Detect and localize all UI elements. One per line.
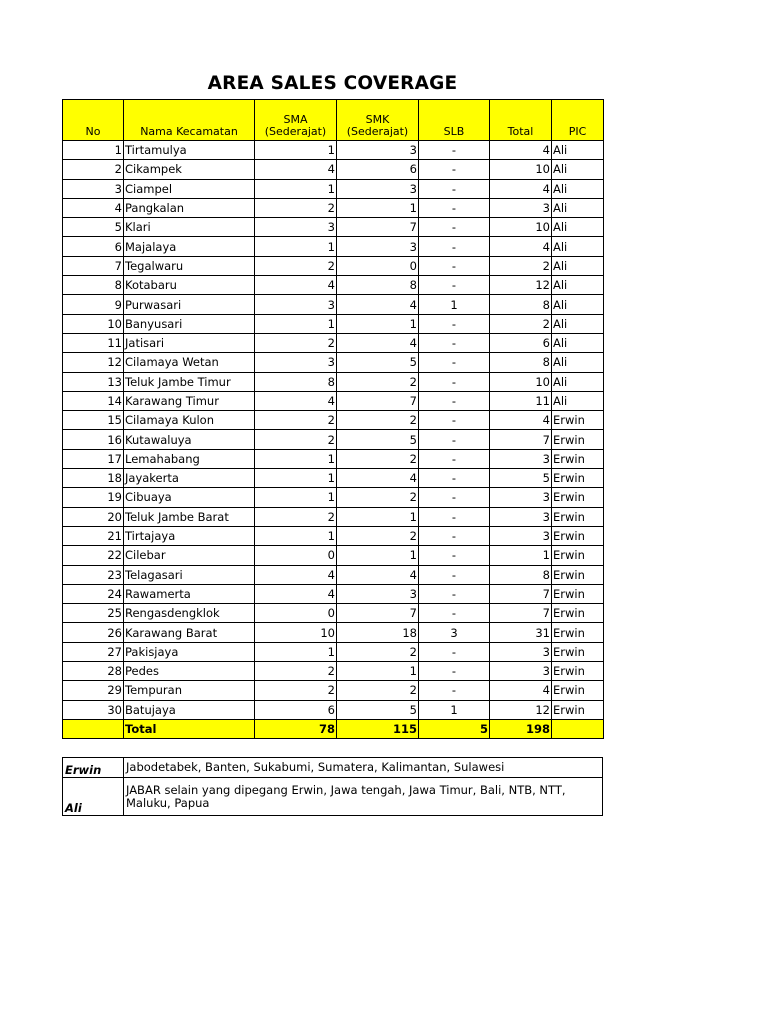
- row-total: 2: [490, 256, 552, 275]
- row-smk: 3: [337, 141, 419, 160]
- row-smk: 4: [337, 295, 419, 314]
- row-total: 4: [490, 179, 552, 198]
- row-total: 3: [490, 488, 552, 507]
- row-total: 10: [490, 218, 552, 237]
- row-slb: -: [419, 411, 490, 430]
- row-sma: 6: [255, 700, 337, 719]
- row-pic: Ali: [552, 333, 604, 352]
- row-slb: -: [419, 198, 490, 217]
- row-slb: -: [419, 604, 490, 623]
- row-total: 6: [490, 333, 552, 352]
- header-kecamatan: Nama Kecamatan: [124, 100, 255, 141]
- table-row: [63, 391, 604, 410]
- row-no: 21: [63, 526, 124, 545]
- row-total: 7: [490, 584, 552, 603]
- row-sma: 2: [255, 411, 337, 430]
- row-total: 4: [490, 411, 552, 430]
- row-total: 10: [490, 160, 552, 179]
- row-total: 7: [490, 604, 552, 623]
- coverage-table: [62, 99, 604, 739]
- row-no: 15: [63, 411, 124, 430]
- row-smk: 7: [337, 391, 419, 410]
- row-kecamatan: Pakisjaya: [124, 642, 255, 661]
- row-slb: -: [419, 642, 490, 661]
- row-slb: 1: [419, 295, 490, 314]
- row-smk: 8: [337, 276, 419, 295]
- row-kecamatan: Karawang Barat: [124, 623, 255, 642]
- row-smk: 3: [337, 179, 419, 198]
- row-sma: 2: [255, 198, 337, 217]
- row-slb: -: [419, 469, 490, 488]
- row-kecamatan: Kutawaluya: [124, 430, 255, 449]
- row-no: 3: [63, 179, 124, 198]
- row-slb: -: [419, 565, 490, 584]
- row-kecamatan: Telagasari: [124, 565, 255, 584]
- row-no: 28: [63, 662, 124, 681]
- row-slb: -: [419, 276, 490, 295]
- row-smk: 5: [337, 700, 419, 719]
- row-no: 23: [63, 565, 124, 584]
- row-no: 7: [63, 256, 124, 275]
- row-kecamatan: Pedes: [124, 662, 255, 681]
- row-sma: 4: [255, 584, 337, 603]
- pic-name: Erwin: [63, 758, 124, 778]
- row-slb: -: [419, 218, 490, 237]
- header-smk-line1: SMK: [365, 113, 390, 126]
- row-smk: 2: [337, 488, 419, 507]
- row-total: 4: [490, 237, 552, 256]
- table-row: [63, 642, 604, 661]
- row-pic: Erwin: [552, 411, 604, 430]
- table-row: [63, 507, 604, 526]
- row-sma: 1: [255, 237, 337, 256]
- row-kecamatan: Rengasdengklok: [124, 604, 255, 623]
- row-total: 7: [490, 430, 552, 449]
- row-smk: 2: [337, 681, 419, 700]
- row-pic: Ali: [552, 141, 604, 160]
- row-smk: 2: [337, 411, 419, 430]
- row-total: 5: [490, 469, 552, 488]
- row-pic: Ali: [552, 314, 604, 333]
- table-row: [63, 372, 604, 391]
- row-smk: 0: [337, 256, 419, 275]
- row-total: 4: [490, 141, 552, 160]
- row-total: 3: [490, 642, 552, 661]
- header-smk-line2: (Sederajat): [346, 125, 409, 138]
- row-kecamatan: Cikampek: [124, 160, 255, 179]
- row-sma: 2: [255, 256, 337, 275]
- row-pic: Ali: [552, 276, 604, 295]
- row-total: 8: [490, 353, 552, 372]
- table-row: [63, 218, 604, 237]
- total-sma: 78: [255, 719, 337, 738]
- row-sma: 1: [255, 179, 337, 198]
- row-kecamatan: Purwasari: [124, 295, 255, 314]
- table-row: [63, 546, 604, 565]
- row-pic: Erwin: [552, 430, 604, 449]
- row-sma: 4: [255, 565, 337, 584]
- row-kecamatan: Rawamerta: [124, 584, 255, 603]
- row-no: 18: [63, 469, 124, 488]
- row-pic: Ali: [552, 179, 604, 198]
- row-total: 8: [490, 295, 552, 314]
- row-kecamatan: Lemahabang: [124, 449, 255, 468]
- table-row: [63, 179, 604, 198]
- table-row: [63, 700, 604, 719]
- row-kecamatan: Cilamaya Wetan: [124, 353, 255, 372]
- row-smk: 5: [337, 353, 419, 372]
- table-row: [63, 662, 604, 681]
- row-pic: Ali: [552, 391, 604, 410]
- row-sma: 1: [255, 488, 337, 507]
- table-row: [63, 469, 604, 488]
- row-sma: 3: [255, 218, 337, 237]
- row-no: 9: [63, 295, 124, 314]
- row-kecamatan: Klari: [124, 218, 255, 237]
- row-slb: -: [419, 314, 490, 333]
- row-total: 3: [490, 449, 552, 468]
- row-no: 30: [63, 700, 124, 719]
- row-pic: Erwin: [552, 681, 604, 700]
- row-pic: Erwin: [552, 584, 604, 603]
- row-pic: Erwin: [552, 526, 604, 545]
- row-kecamatan: Cibuaya: [124, 488, 255, 507]
- row-sma: 3: [255, 295, 337, 314]
- table-row: [63, 256, 604, 275]
- row-sma: 2: [255, 333, 337, 352]
- row-slb: -: [419, 488, 490, 507]
- row-no: 13: [63, 372, 124, 391]
- row-sma: 2: [255, 662, 337, 681]
- row-slb: -: [419, 333, 490, 352]
- row-smk: 1: [337, 507, 419, 526]
- row-kecamatan: Tirtajaya: [124, 526, 255, 545]
- row-pic: Ali: [552, 353, 604, 372]
- pic-area-table: [62, 757, 603, 816]
- row-kecamatan: Cilamaya Kulon: [124, 411, 255, 430]
- row-no: 8: [63, 276, 124, 295]
- header-sma-line2: (Sederajat): [264, 125, 327, 138]
- row-kecamatan: Cilebar: [124, 546, 255, 565]
- row-kecamatan: Tegalwaru: [124, 256, 255, 275]
- row-sma: 10: [255, 623, 337, 642]
- row-sma: 4: [255, 160, 337, 179]
- row-pic: Ali: [552, 237, 604, 256]
- row-no: 20: [63, 507, 124, 526]
- row-no: 16: [63, 430, 124, 449]
- row-sma: 4: [255, 391, 337, 410]
- row-total: 10: [490, 372, 552, 391]
- row-pic: Erwin: [552, 623, 604, 642]
- row-slb: -: [419, 546, 490, 565]
- row-smk: 3: [337, 237, 419, 256]
- row-total: 31: [490, 623, 552, 642]
- total-row: [63, 719, 604, 738]
- table-row: [63, 430, 604, 449]
- row-no: 5: [63, 218, 124, 237]
- row-pic: Ali: [552, 218, 604, 237]
- row-no: 17: [63, 449, 124, 468]
- row-kecamatan: Batujaya: [124, 700, 255, 719]
- total-no-cell: [63, 719, 124, 738]
- table-row: [63, 411, 604, 430]
- row-pic: Ali: [552, 256, 604, 275]
- row-slb: -: [419, 353, 490, 372]
- row-slb: 3: [419, 623, 490, 642]
- row-smk: 1: [337, 546, 419, 565]
- total-pic-cell: [552, 719, 604, 738]
- row-smk: 2: [337, 372, 419, 391]
- header-sma-line1: SMA: [283, 113, 308, 126]
- header-pic: PIC: [552, 100, 604, 141]
- row-slb: -: [419, 449, 490, 468]
- table-row: [63, 604, 604, 623]
- row-total: 3: [490, 662, 552, 681]
- row-total: 12: [490, 276, 552, 295]
- row-no: 24: [63, 584, 124, 603]
- header-row: [63, 100, 604, 141]
- table-row: [63, 276, 604, 295]
- table-row: [63, 198, 604, 217]
- table-row: [63, 353, 604, 372]
- header-smk: [337, 100, 419, 141]
- total-slb: 5: [419, 719, 490, 738]
- pic-row: [63, 778, 603, 816]
- row-kecamatan: Banyusari: [124, 314, 255, 333]
- row-smk: 3: [337, 584, 419, 603]
- row-pic: Erwin: [552, 488, 604, 507]
- row-no: 27: [63, 642, 124, 661]
- row-slb: 1: [419, 700, 490, 719]
- table-row: [63, 314, 604, 333]
- row-kecamatan: Jayakerta: [124, 469, 255, 488]
- row-smk: 4: [337, 565, 419, 584]
- row-smk: 6: [337, 160, 419, 179]
- row-kecamatan: Kotabaru: [124, 276, 255, 295]
- row-pic: Erwin: [552, 642, 604, 661]
- row-pic: Erwin: [552, 604, 604, 623]
- header-slb: SLB: [419, 100, 490, 141]
- row-kecamatan: Karawang Timur: [124, 391, 255, 410]
- row-smk: 2: [337, 449, 419, 468]
- row-no: 19: [63, 488, 124, 507]
- row-sma: 2: [255, 681, 337, 700]
- row-kecamatan: Teluk Jambe Timur: [124, 372, 255, 391]
- row-smk: 1: [337, 314, 419, 333]
- row-no: 10: [63, 314, 124, 333]
- row-slb: -: [419, 681, 490, 700]
- row-pic: Erwin: [552, 469, 604, 488]
- table-row: [63, 160, 604, 179]
- table-row: [63, 488, 604, 507]
- row-no: 12: [63, 353, 124, 372]
- row-total: 3: [490, 526, 552, 545]
- row-no: 1: [63, 141, 124, 160]
- row-no: 11: [63, 333, 124, 352]
- row-no: 25: [63, 604, 124, 623]
- row-sma: 1: [255, 449, 337, 468]
- table-body: [63, 141, 604, 720]
- row-sma: 1: [255, 642, 337, 661]
- row-slb: -: [419, 256, 490, 275]
- row-sma: 2: [255, 507, 337, 526]
- row-total: 11: [490, 391, 552, 410]
- row-slb: -: [419, 391, 490, 410]
- row-slb: -: [419, 237, 490, 256]
- pic-area: JABAR selain yang dipegang Erwin, Jawa tengah, Jawa Timur, Bali, NTB, NTT, Maluku, Papua: [124, 778, 603, 816]
- header-total: Total: [490, 100, 552, 141]
- row-smk: 4: [337, 469, 419, 488]
- row-total: 4: [490, 681, 552, 700]
- row-sma: 3: [255, 353, 337, 372]
- row-sma: 0: [255, 546, 337, 565]
- row-sma: 1: [255, 141, 337, 160]
- row-total: 8: [490, 565, 552, 584]
- row-no: 26: [63, 623, 124, 642]
- row-pic: Erwin: [552, 700, 604, 719]
- row-smk: 1: [337, 662, 419, 681]
- row-pic: Erwin: [552, 507, 604, 526]
- row-no: 29: [63, 681, 124, 700]
- row-smk: 7: [337, 218, 419, 237]
- row-kecamatan: Jatisari: [124, 333, 255, 352]
- page-title: AREA SALES COVERAGE: [207, 73, 458, 94]
- row-slb: -: [419, 430, 490, 449]
- row-total: 3: [490, 507, 552, 526]
- row-slb: -: [419, 160, 490, 179]
- row-pic: Erwin: [552, 565, 604, 584]
- row-smk: 2: [337, 526, 419, 545]
- row-kecamatan: Ciampel: [124, 179, 255, 198]
- table-row: [63, 584, 604, 603]
- header-sma: [255, 100, 337, 141]
- row-slb: -: [419, 372, 490, 391]
- row-sma: 1: [255, 526, 337, 545]
- table-row: [63, 141, 604, 160]
- row-sma: 8: [255, 372, 337, 391]
- row-kecamatan: Pangkalan: [124, 198, 255, 217]
- total-total: 198: [490, 719, 552, 738]
- row-pic: Ali: [552, 160, 604, 179]
- row-smk: 4: [337, 333, 419, 352]
- table-row: [63, 237, 604, 256]
- row-slb: -: [419, 662, 490, 681]
- table-row: [63, 526, 604, 545]
- row-smk: 18: [337, 623, 419, 642]
- row-slb: -: [419, 507, 490, 526]
- table-row: [63, 681, 604, 700]
- row-sma: 4: [255, 276, 337, 295]
- row-kecamatan: Majalaya: [124, 237, 255, 256]
- pic-area: Jabodetabek, Banten, Sukabumi, Sumatera, Kalimantan, Sulawesi: [124, 758, 603, 778]
- total-label: Total: [124, 719, 255, 738]
- pic-row: [63, 758, 603, 778]
- row-kecamatan: Tirtamulya: [124, 141, 255, 160]
- row-sma: 2: [255, 430, 337, 449]
- row-no: 2: [63, 160, 124, 179]
- row-smk: 7: [337, 604, 419, 623]
- row-total: 1: [490, 546, 552, 565]
- row-no: 14: [63, 391, 124, 410]
- total-smk: 115: [337, 719, 419, 738]
- row-sma: 1: [255, 314, 337, 333]
- row-kecamatan: Teluk Jambe Barat: [124, 507, 255, 526]
- row-pic: Erwin: [552, 449, 604, 468]
- row-no: 4: [63, 198, 124, 217]
- row-smk: 1: [337, 198, 419, 217]
- row-total: 3: [490, 198, 552, 217]
- row-slb: -: [419, 141, 490, 160]
- row-smk: 5: [337, 430, 419, 449]
- row-pic: Ali: [552, 295, 604, 314]
- row-sma: 0: [255, 604, 337, 623]
- row-total: 12: [490, 700, 552, 719]
- pic-name: Ali: [63, 778, 124, 816]
- row-kecamatan: Tempuran: [124, 681, 255, 700]
- row-pic: Erwin: [552, 662, 604, 681]
- table-row: [63, 623, 604, 642]
- table-row: [63, 295, 604, 314]
- row-pic: Ali: [552, 372, 604, 391]
- header-no: No: [63, 100, 124, 141]
- table-row: [63, 565, 604, 584]
- row-sma: 1: [255, 469, 337, 488]
- table-row: [63, 333, 604, 352]
- row-no: 6: [63, 237, 124, 256]
- row-slb: -: [419, 584, 490, 603]
- row-pic: Erwin: [552, 546, 604, 565]
- row-pic: Ali: [552, 198, 604, 217]
- row-no: 22: [63, 546, 124, 565]
- row-total: 2: [490, 314, 552, 333]
- row-smk: 2: [337, 642, 419, 661]
- row-slb: -: [419, 179, 490, 198]
- table-row: [63, 449, 604, 468]
- row-slb: -: [419, 526, 490, 545]
